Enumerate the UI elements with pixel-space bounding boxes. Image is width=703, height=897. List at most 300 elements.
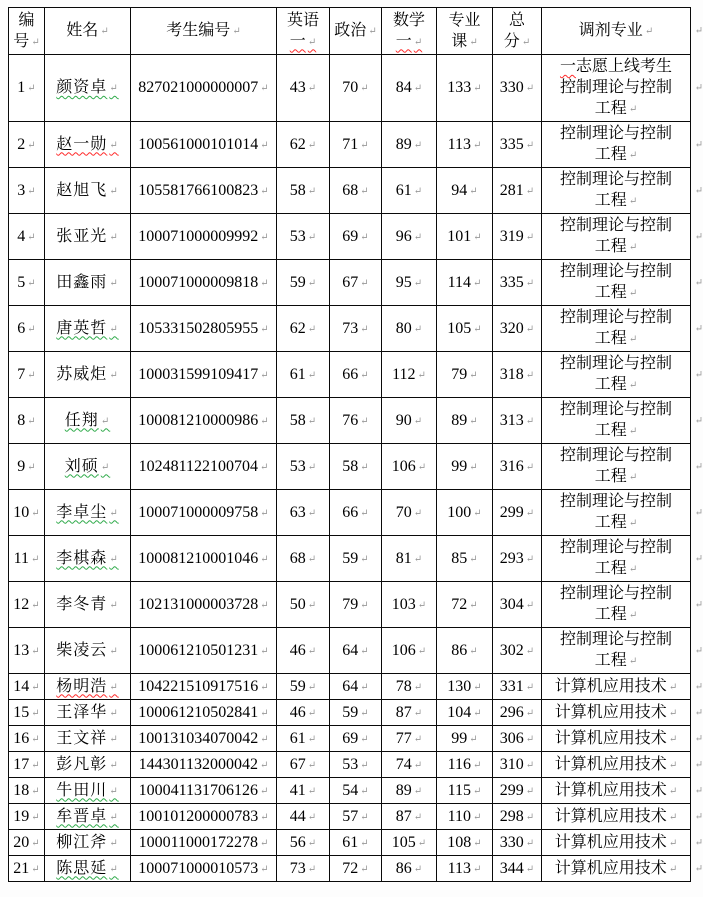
table-row (9, 214, 691, 260)
score-value: 41 ↵ (290, 782, 316, 799)
transfer-major-line: 控制理论与控制 (559, 355, 672, 372)
score-value: 44 ↵ (290, 808, 316, 825)
score-value: 108 ↵ (447, 834, 481, 851)
transfer-major-line: 控制理论与控制 (559, 263, 672, 280)
score-value: 71 ↵ (342, 136, 368, 153)
candidate-id: 100131034070042 ↵ (138, 730, 268, 747)
score-value: 69 ↵ (342, 730, 368, 747)
candidate-id: 100081210001046 ↵ (138, 550, 268, 567)
candidate-name: 王文祥 ↵ (56, 730, 118, 747)
score-value: 86 ↵ (396, 860, 422, 877)
score-value: 105 ↵ (392, 834, 426, 851)
score-value: 58 ↵ (290, 412, 316, 429)
math-score-cell (382, 830, 437, 856)
score-value: 53 ↵ (290, 228, 316, 245)
candidate-name: 颜资卓 ↵ (56, 79, 118, 96)
score-value: 318 ↵ (500, 366, 534, 383)
math-score-cell (382, 700, 437, 726)
row-number-cell (9, 306, 45, 352)
transfer-major-line: 控制理论与控制 (559, 447, 672, 464)
row-number: 5 ↵ (17, 274, 35, 291)
row-end-mark: ↵ (694, 645, 703, 656)
candidate-id-cell (131, 674, 277, 700)
name-cell (45, 582, 131, 628)
major-course-score-cell (437, 260, 493, 306)
table-row (9, 260, 691, 306)
math-score-cell (382, 306, 437, 352)
candidate-id-cell (131, 536, 277, 582)
transfer-major-line: 控制理论与控制 (559, 539, 672, 556)
candidate-name: 李棋森 ↵ (56, 550, 118, 567)
row-number: 6 ↵ (17, 320, 35, 337)
score-value: 46 ↵ (290, 704, 316, 721)
row-number-cell (9, 490, 45, 536)
candidate-name: 柴凌云 ↵ (56, 642, 118, 659)
transfer-major-cell (542, 214, 703, 260)
table-row (9, 352, 691, 398)
table-row (9, 830, 691, 856)
transfer-major-line: 控制理论与控制 (559, 493, 672, 510)
candidate-id-cell (131, 628, 277, 674)
score-value: 330 ↵ (500, 834, 534, 851)
major-course-score-cell (437, 582, 493, 628)
header-label: 一 ↵ (384, 31, 434, 53)
row-number-cell (9, 628, 45, 674)
transfer-major-cell (542, 700, 703, 726)
total-score-cell (493, 55, 542, 122)
total-score-cell (493, 830, 542, 856)
transfer-major-line: 工程 ↵ (544, 328, 688, 350)
transfer-major-line: 控制理论与控制 (559, 125, 672, 142)
score-value: 113 ↵ (448, 136, 482, 153)
score-value: 116 ↵ (448, 756, 482, 773)
transfer-major-line: 计算机应用技术 ↵ (544, 858, 688, 880)
score-value: 306 ↵ (500, 730, 534, 747)
english-score-cell (277, 856, 330, 882)
score-value: 68 ↵ (342, 182, 368, 199)
transfer-major-cell (542, 830, 703, 856)
math-score-cell (382, 726, 437, 752)
candidate-id: 104221510917516 ↵ (138, 678, 268, 695)
math-score-cell (382, 752, 437, 778)
table-row (9, 726, 691, 752)
total-score-cell (493, 752, 542, 778)
transfer-major-cell (542, 352, 703, 398)
transfer-major-line: 工程 ↵ (544, 604, 688, 626)
candidate-name: 刘硕 ↵ (65, 458, 110, 475)
total-score-cell (493, 674, 542, 700)
score-value: 58 ↵ (290, 182, 316, 199)
math-score-cell (382, 628, 437, 674)
transfer-major-cell (542, 122, 703, 168)
score-value: 64 ↵ (342, 678, 368, 695)
table-row (9, 856, 691, 882)
name-cell (45, 856, 131, 882)
politics-score-cell (330, 398, 382, 444)
score-value: 96 ↵ (396, 228, 422, 245)
header-label: 专业 (448, 11, 481, 29)
score-value: 57 ↵ (342, 808, 368, 825)
score-value: 79 ↵ (451, 366, 477, 383)
score-value: 74 ↵ (396, 756, 422, 773)
header-label: 一 ↵ (279, 31, 327, 53)
politics-score-cell (330, 444, 382, 490)
major-course-score-cell (437, 214, 493, 260)
score-value: 63 ↵ (290, 504, 316, 521)
politics-score-cell (330, 628, 382, 674)
transfer-major-line: 工程 ↵ (544, 374, 688, 396)
score-value: 59 ↵ (290, 274, 316, 291)
english-score-cell (277, 122, 330, 168)
header-cell-2 (131, 8, 277, 55)
score-value: 114 ↵ (448, 274, 482, 291)
score-value: 106 ↵ (392, 642, 426, 659)
header-label: 政治 ↵ (332, 20, 379, 42)
table-row (9, 628, 691, 674)
name-cell (45, 306, 131, 352)
candidate-id-cell (131, 830, 277, 856)
transfer-major-cell (542, 804, 703, 830)
score-value: 89 ↵ (451, 412, 477, 429)
header-cell-3 (277, 8, 330, 55)
header-label: 分 ↵ (495, 31, 539, 53)
score-value: 331 ↵ (500, 678, 534, 695)
header-cell-8 (542, 8, 703, 55)
english-score-cell (277, 168, 330, 214)
score-value: 76 ↵ (342, 412, 368, 429)
table-row (9, 674, 691, 700)
score-value: 335 ↵ (500, 136, 534, 153)
candidate-id-cell (131, 752, 277, 778)
score-table (8, 7, 703, 882)
row-end-mark: ↵ (694, 733, 703, 744)
total-score-cell (493, 352, 542, 398)
candidate-name: 牛田川 ↵ (56, 782, 118, 799)
row-end-mark: ↵ (694, 759, 703, 770)
candidate-id: 102481122100704 ↵ (139, 458, 269, 475)
table-row (9, 804, 691, 830)
major-course-score-cell (437, 306, 493, 352)
transfer-major-line: 工程 ↵ (544, 558, 688, 580)
score-value: 67 ↵ (342, 274, 368, 291)
row-end-mark: ↵ (694, 323, 703, 334)
total-score-cell (493, 536, 542, 582)
name-cell (45, 804, 131, 830)
candidate-id-cell (131, 804, 277, 830)
candidate-id: 144301132000042 ↵ (139, 756, 269, 773)
name-cell (45, 830, 131, 856)
name-cell (45, 55, 131, 122)
politics-score-cell (330, 352, 382, 398)
major-course-score-cell (437, 352, 493, 398)
score-value: 77 ↵ (396, 730, 422, 747)
candidate-name: 苏威炬 ↵ (56, 366, 118, 383)
row-number-cell (9, 856, 45, 882)
row-number-cell (9, 700, 45, 726)
name-cell (45, 352, 131, 398)
row-number-cell (9, 804, 45, 830)
row-end-mark: ↵ (694, 369, 703, 380)
row-number-cell (9, 55, 45, 122)
candidate-id-cell (131, 490, 277, 536)
politics-score-cell (330, 306, 382, 352)
transfer-major-cell (542, 398, 703, 444)
table-row (9, 582, 691, 628)
english-score-cell (277, 628, 330, 674)
score-value: 64 ↵ (342, 642, 368, 659)
math-score-cell (382, 536, 437, 582)
transfer-major-line: 控制理论与控制 (559, 79, 672, 96)
candidate-id: 100071000010573 ↵ (138, 860, 268, 877)
header-row (9, 8, 691, 55)
candidate-id: 100081210000986 ↵ (138, 412, 268, 429)
english-score-cell (277, 804, 330, 830)
transfer-major-line: 工程 ↵ (544, 650, 688, 672)
politics-score-cell (330, 536, 382, 582)
candidate-name: 唐英哲 ↵ (56, 320, 118, 337)
candidate-id: 100041131706126 ↵ (139, 782, 269, 799)
row-end-mark: ↵ (694, 553, 703, 564)
score-value: 79 ↵ (342, 596, 368, 613)
politics-score-cell (330, 490, 382, 536)
major-course-score-cell (437, 444, 493, 490)
row-end-mark: ↵ (694, 139, 703, 150)
score-value: 84 ↵ (396, 79, 422, 96)
math-score-cell (382, 582, 437, 628)
score-value: 78 ↵ (396, 678, 422, 695)
transfer-major-cell (542, 726, 703, 752)
english-score-cell (277, 352, 330, 398)
english-score-cell (277, 752, 330, 778)
english-score-cell (277, 260, 330, 306)
transfer-major-line: 计算机应用技术 ↵ (544, 728, 688, 750)
politics-score-cell (330, 214, 382, 260)
row-end-mark: ↵ (694, 863, 703, 874)
row-number-cell (9, 168, 45, 214)
candidate-name: 李冬青 ↵ (56, 596, 118, 613)
row-number-cell (9, 444, 45, 490)
transfer-major-line: 计算机应用技术 ↵ (544, 754, 688, 776)
header-cell-0 (9, 8, 45, 55)
header-label: 考生编号 ↵ (133, 20, 274, 42)
total-score-cell (493, 582, 542, 628)
score-value: 113 ↵ (448, 860, 482, 877)
row-number-cell (9, 778, 45, 804)
table-row (9, 122, 691, 168)
math-score-cell (382, 490, 437, 536)
transfer-major-line: 计算机应用技术 ↵ (544, 806, 688, 828)
english-score-cell (277, 444, 330, 490)
name-cell (45, 444, 131, 490)
row-number-cell (9, 214, 45, 260)
name-cell (45, 214, 131, 260)
candidate-id: 100561000101014 ↵ (138, 136, 268, 153)
english-score-cell (277, 214, 330, 260)
transfer-major-line: 控制理论与控制 (559, 309, 672, 326)
candidate-id-cell (131, 582, 277, 628)
header-cell-1 (45, 8, 131, 55)
candidate-name: 杨明浩 ↵ (56, 678, 118, 695)
score-value: 69 ↵ (342, 228, 368, 245)
table-body (9, 55, 703, 882)
english-score-cell (277, 830, 330, 856)
row-end-mark: ↵ (694, 599, 703, 610)
row-number: 12 ↵ (13, 596, 39, 613)
politics-score-cell (330, 260, 382, 306)
header-cell-4 (330, 8, 382, 55)
name-cell (45, 726, 131, 752)
candidate-id: 105581766100823 ↵ (138, 182, 268, 199)
score-value: 59 ↵ (342, 550, 368, 567)
transfer-major-line: 计算机应用技术 ↵ (544, 832, 688, 854)
row-number: 2 ↵ (17, 136, 35, 153)
major-course-score-cell (437, 778, 493, 804)
score-value: 72 ↵ (342, 860, 368, 877)
score-value: 53 ↵ (290, 458, 316, 475)
row-end-mark: ↵ (694, 837, 703, 848)
candidate-id: 100061210502841 ↵ (138, 704, 268, 721)
total-score-cell (493, 490, 542, 536)
score-value: 66 ↵ (342, 504, 368, 521)
header-label: 调剂专业 ↵ (544, 20, 688, 42)
score-value: 316 ↵ (500, 458, 534, 475)
major-course-score-cell (437, 122, 493, 168)
row-end-mark: ↵ (694, 231, 703, 242)
row-end-mark: ↵ (694, 25, 703, 37)
candidate-id: 102131000003728 ↵ (138, 596, 268, 613)
score-value: 281 ↵ (500, 182, 534, 199)
score-value: 100 ↵ (447, 504, 481, 521)
row-number-cell (9, 752, 45, 778)
candidate-id: 100071000009758 ↵ (138, 504, 268, 521)
transfer-major-line: 控制理论与控制 (559, 631, 672, 648)
score-value: 72 ↵ (451, 596, 477, 613)
score-value: 95 ↵ (396, 274, 422, 291)
score-value: 80 ↵ (396, 320, 422, 337)
row-number: 19 ↵ (13, 808, 39, 825)
score-value: 310 ↵ (500, 756, 534, 773)
math-score-cell (382, 804, 437, 830)
politics-score-cell (330, 700, 382, 726)
row-end-mark: ↵ (694, 785, 703, 796)
score-value: 50 ↵ (290, 596, 316, 613)
score-value: 68 ↵ (290, 550, 316, 567)
politics-score-cell (330, 830, 382, 856)
row-number: 20 ↵ (13, 834, 39, 851)
row-number: 11 ↵ (14, 550, 40, 567)
header-label: 课 ↵ (439, 31, 490, 53)
score-value: 62 ↵ (290, 320, 316, 337)
major-course-score-cell (437, 804, 493, 830)
total-score-cell (493, 306, 542, 352)
score-value: 344 ↵ (500, 860, 534, 877)
math-score-cell (382, 214, 437, 260)
row-number-cell (9, 582, 45, 628)
candidate-name: 王泽华 ↵ (56, 704, 118, 721)
transfer-major-line: 工程 ↵ (544, 282, 688, 304)
table-row (9, 168, 691, 214)
row-number-cell (9, 830, 45, 856)
candidate-name: 张亚光 ↵ (56, 228, 118, 245)
transfer-major-cell (542, 674, 703, 700)
politics-score-cell (330, 752, 382, 778)
score-value: 73 ↵ (290, 860, 316, 877)
score-value: 110 ↵ (448, 808, 482, 825)
score-value: 81 ↵ (396, 550, 422, 567)
candidate-id: 100071000009992 ↵ (138, 228, 268, 245)
politics-score-cell (330, 168, 382, 214)
table-row (9, 700, 691, 726)
score-value: 66 ↵ (342, 366, 368, 383)
score-value: 99 ↵ (451, 458, 477, 475)
score-value: 54 ↵ (342, 782, 368, 799)
politics-score-cell (330, 55, 382, 122)
transfer-major-cell (542, 444, 703, 490)
score-value: 105 ↵ (447, 320, 481, 337)
major-course-score-cell (437, 726, 493, 752)
total-score-cell (493, 856, 542, 882)
transfer-major-line: 计算机应用技术 ↵ (544, 780, 688, 802)
row-number-cell (9, 122, 45, 168)
score-value: 330 ↵ (500, 79, 534, 96)
major-course-score-cell (437, 628, 493, 674)
score-value: 61 ↵ (290, 730, 316, 747)
candidate-id-cell (131, 214, 277, 260)
row-end-mark: ↵ (694, 707, 703, 718)
score-value: 335 ↵ (500, 274, 534, 291)
candidate-name: 赵一勋 ↵ (56, 136, 118, 153)
english-score-cell (277, 398, 330, 444)
candidate-id-cell (131, 352, 277, 398)
score-value: 299 ↵ (500, 504, 534, 521)
transfer-major-line: 工程 ↵ (544, 236, 688, 258)
table-row (9, 778, 691, 804)
row-number-cell (9, 726, 45, 752)
row-end-mark: ↵ (694, 461, 703, 472)
header-cell-7 (493, 8, 542, 55)
candidate-id-cell (131, 168, 277, 214)
row-number: 7 ↵ (17, 366, 35, 383)
math-score-cell (382, 398, 437, 444)
candidate-name: 柳江斧 ↵ (56, 834, 118, 851)
transfer-major-cell (542, 752, 703, 778)
total-score-cell (493, 804, 542, 830)
major-course-score-cell (437, 490, 493, 536)
score-value: 319 ↵ (500, 228, 534, 245)
header-label: 号 ↵ (11, 31, 42, 53)
score-value: 73 ↵ (342, 320, 368, 337)
score-value: 112 ↵ (392, 366, 426, 383)
score-value: 293 ↵ (500, 550, 534, 567)
transfer-major-line: 工程 ↵ (544, 466, 688, 488)
row-number-cell (9, 398, 45, 444)
row-number-cell (9, 260, 45, 306)
table-row (9, 306, 691, 352)
row-number: 15 ↵ (13, 704, 39, 721)
total-score-cell (493, 168, 542, 214)
row-number: 10 ↵ (13, 504, 39, 521)
major-course-score-cell (437, 674, 493, 700)
major-course-score-cell (437, 752, 493, 778)
table-row (9, 536, 691, 582)
transfer-major-line: 工程 ↵ (544, 98, 688, 120)
row-end-mark: ↵ (694, 415, 703, 426)
name-cell (45, 490, 131, 536)
name-cell (45, 752, 131, 778)
score-value: 296 ↵ (500, 704, 534, 721)
candidate-id-cell (131, 55, 277, 122)
transfer-major-line: 工程 ↵ (544, 144, 688, 166)
